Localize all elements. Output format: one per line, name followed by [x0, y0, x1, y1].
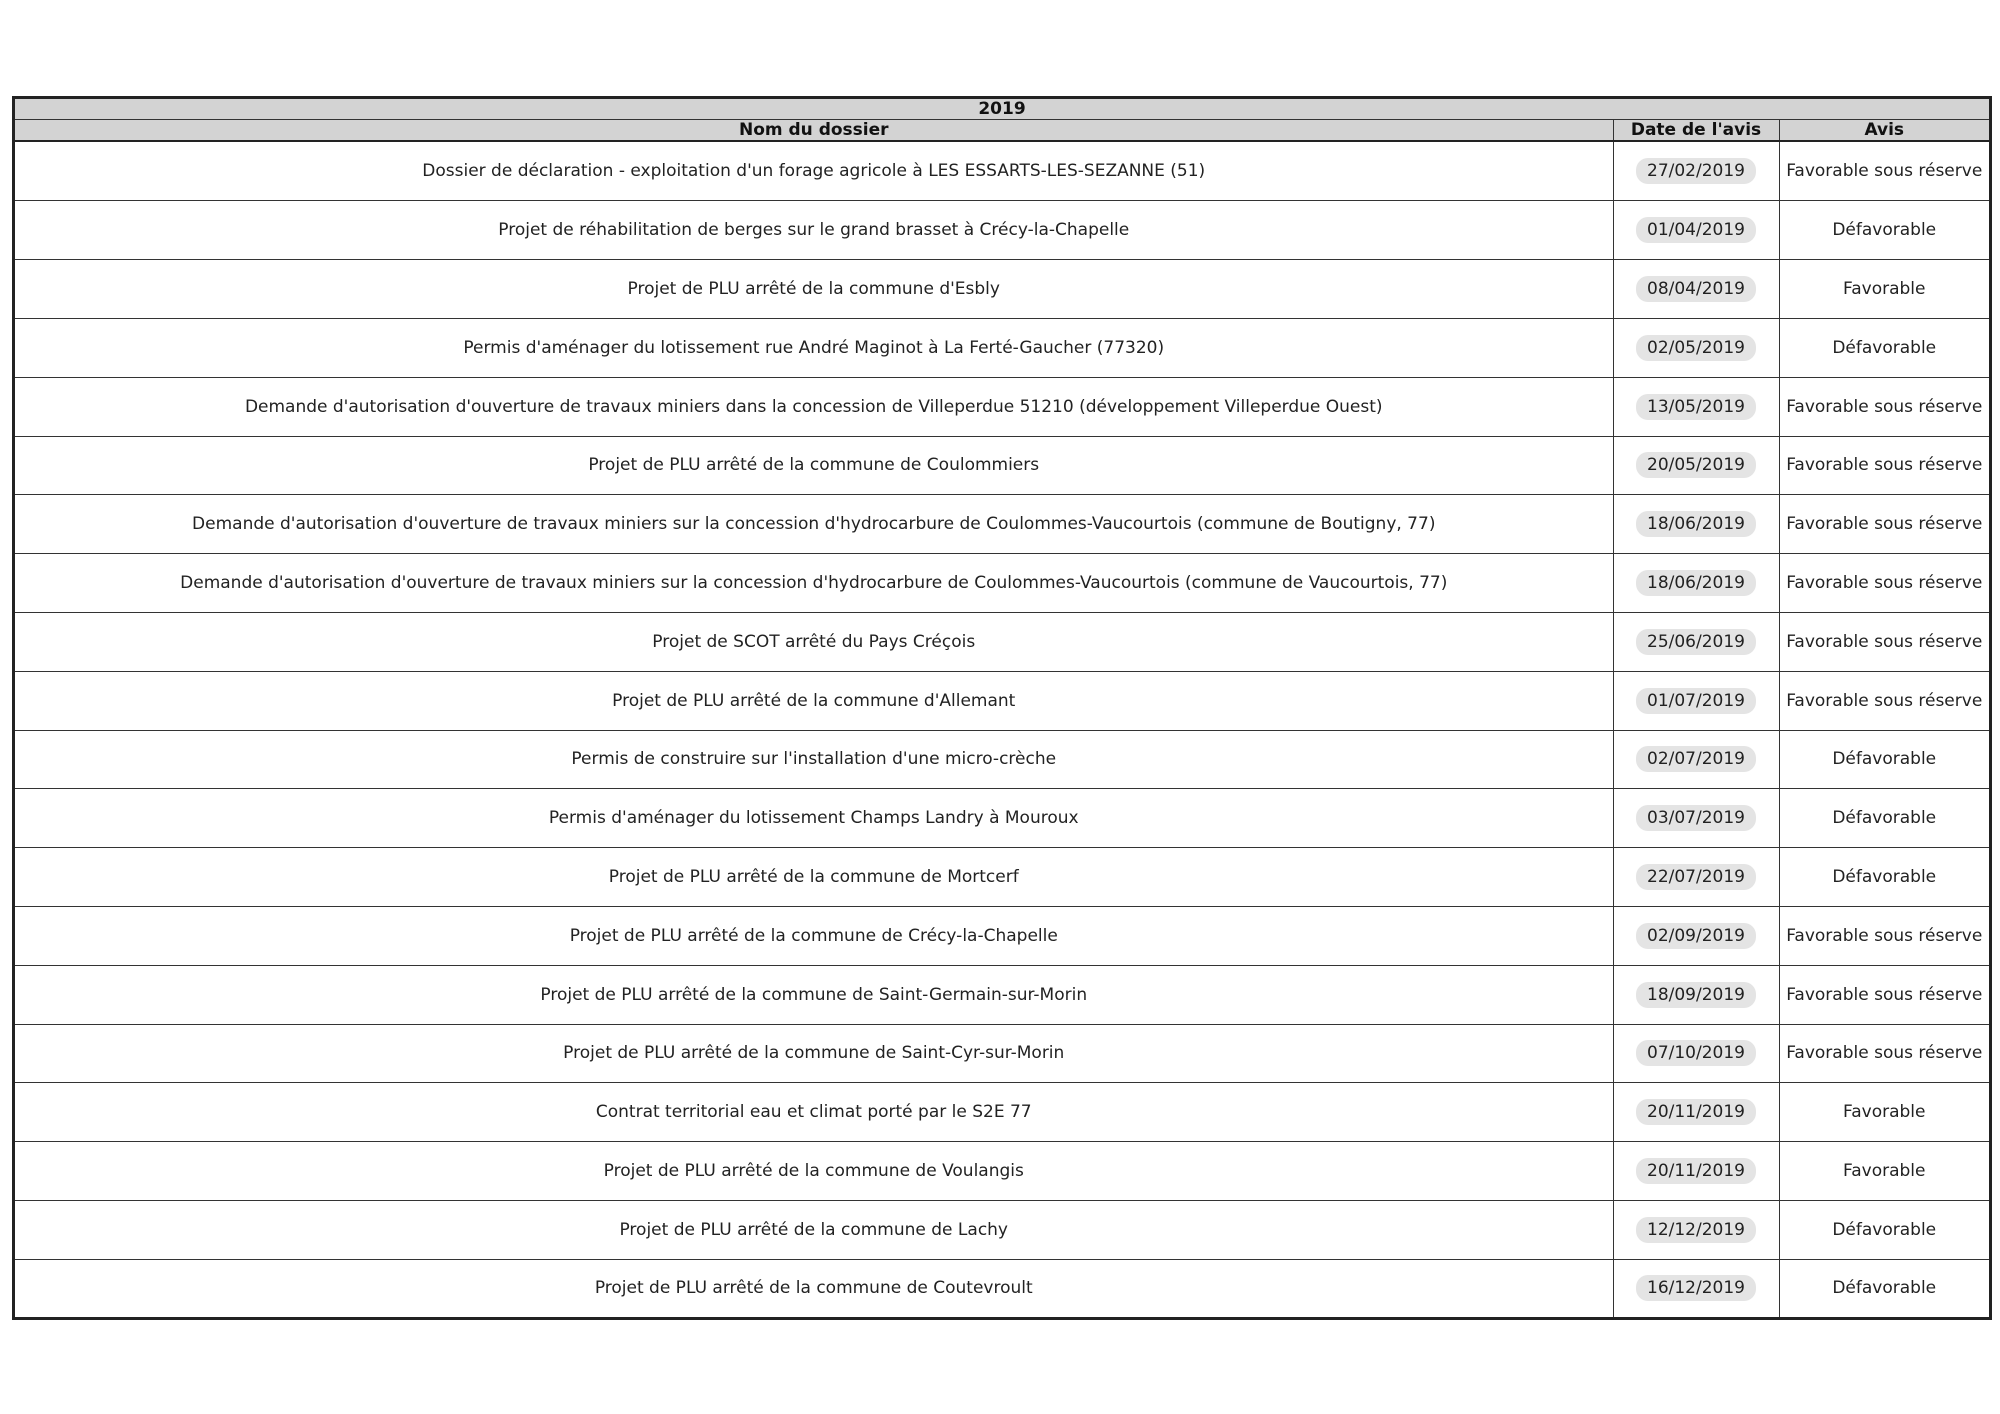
date-badge: 20/11/2019: [1636, 1158, 1756, 1184]
date-badge: 01/04/2019: [1636, 217, 1756, 243]
avis-table-container: [12, 96, 1992, 1320]
cell-avis: Favorable: [1779, 1083, 1989, 1142]
column-header-nom: Nom du dossier: [15, 120, 1613, 142]
date-badge: 03/07/2019: [1636, 805, 1756, 831]
table-row: [15, 318, 1989, 377]
cell-date-avis: [1613, 1142, 1779, 1201]
table-row: [15, 906, 1989, 965]
cell-nom-dossier: Projet de PLU arrêté de la commune de Coutevroult: [15, 1259, 1613, 1317]
cell-date-avis: [1613, 377, 1779, 436]
table-row: [15, 612, 1989, 671]
cell-nom-dossier: Projet de PLU arrêté de la commune d'Esbly: [15, 260, 1613, 319]
date-badge: 07/10/2019: [1636, 1040, 1756, 1066]
cell-avis: Favorable: [1779, 1142, 1989, 1201]
cell-avis: Favorable sous réserve: [1779, 1024, 1989, 1083]
cell-avis: Favorable sous réserve: [1779, 141, 1989, 201]
table-row: [15, 730, 1989, 789]
cell-date-avis: [1613, 612, 1779, 671]
cell-date-avis: [1613, 260, 1779, 319]
cell-nom-dossier: Demande d'autorisation d'ouverture de travaux miniers dans la concession de Villeperdue 51210 (développement Villeperdue Ouest): [15, 377, 1613, 436]
avis-table: [15, 99, 1989, 1317]
cell-avis: Favorable sous réserve: [1779, 965, 1989, 1024]
cell-avis: Défavorable: [1779, 848, 1989, 907]
cell-avis: Favorable sous réserve: [1779, 554, 1989, 613]
table-row: [15, 201, 1989, 260]
table-body: [15, 141, 1989, 1317]
column-header-date: Date de l'avis: [1613, 120, 1779, 142]
cell-date-avis: [1613, 554, 1779, 613]
cell-avis: Défavorable: [1779, 318, 1989, 377]
cell-avis: Favorable sous réserve: [1779, 671, 1989, 730]
date-badge: 08/04/2019: [1636, 276, 1756, 302]
table-row: [15, 377, 1989, 436]
cell-date-avis: [1613, 848, 1779, 907]
table-row: [15, 671, 1989, 730]
cell-nom-dossier: Permis de construire sur l'installation d'une micro-crèche: [15, 730, 1613, 789]
table-row: [15, 1024, 1989, 1083]
cell-avis: Favorable: [1779, 260, 1989, 319]
cell-nom-dossier: Contrat territorial eau et climat porté par le S2E 77: [15, 1083, 1613, 1142]
table-row: [15, 1083, 1989, 1142]
table-row: [15, 436, 1989, 495]
cell-nom-dossier: Projet de réhabilitation de berges sur le grand brasset à Crécy-la-Chapelle: [15, 201, 1613, 260]
date-badge: 02/05/2019: [1636, 335, 1756, 361]
cell-date-avis: [1613, 906, 1779, 965]
date-badge: 02/09/2019: [1636, 923, 1756, 949]
cell-avis: Favorable sous réserve: [1779, 612, 1989, 671]
table-row: [15, 848, 1989, 907]
cell-nom-dossier: Projet de PLU arrêté de la commune de Lachy: [15, 1200, 1613, 1259]
cell-avis: Défavorable: [1779, 789, 1989, 848]
date-badge: 20/11/2019: [1636, 1099, 1756, 1125]
cell-nom-dossier: Projet de PLU arrêté de la commune de Saint-Cyr-sur-Morin: [15, 1024, 1613, 1083]
cell-nom-dossier: Permis d'aménager du lotissement Champs Landry à Mouroux: [15, 789, 1613, 848]
cell-date-avis: [1613, 141, 1779, 201]
date-badge: 13/05/2019: [1636, 394, 1756, 420]
date-badge: 18/06/2019: [1636, 570, 1756, 596]
cell-avis: Défavorable: [1779, 730, 1989, 789]
cell-date-avis: [1613, 201, 1779, 260]
cell-date-avis: [1613, 1200, 1779, 1259]
table-row: [15, 965, 1989, 1024]
date-badge: 16/12/2019: [1636, 1275, 1756, 1301]
table-row: [15, 260, 1989, 319]
cell-date-avis: [1613, 318, 1779, 377]
cell-avis: Défavorable: [1779, 1200, 1989, 1259]
cell-nom-dossier: Projet de SCOT arrêté du Pays Créçois: [15, 612, 1613, 671]
cell-nom-dossier: Projet de PLU arrêté de la commune de Coulommiers: [15, 436, 1613, 495]
cell-date-avis: [1613, 1259, 1779, 1317]
cell-date-avis: [1613, 789, 1779, 848]
cell-nom-dossier: Projet de PLU arrêté de la commune de Crécy-la-Chapelle: [15, 906, 1613, 965]
column-header-avis: Avis: [1779, 120, 1989, 142]
cell-nom-dossier: Projet de PLU arrêté de la commune de Mortcerf: [15, 848, 1613, 907]
date-badge: 20/05/2019: [1636, 452, 1756, 478]
date-badge: 18/09/2019: [1636, 982, 1756, 1008]
cell-nom-dossier: Demande d'autorisation d'ouverture de travaux miniers sur la concession d'hydrocarbure de Coulommes-Vaucourtois (commune de Boutigny, 77): [15, 495, 1613, 554]
date-badge: 22/07/2019: [1636, 864, 1756, 890]
cell-date-avis: [1613, 495, 1779, 554]
date-badge: 02/07/2019: [1636, 746, 1756, 772]
date-badge: 18/06/2019: [1636, 511, 1756, 537]
cell-date-avis: [1613, 1083, 1779, 1142]
cell-avis: Favorable sous réserve: [1779, 495, 1989, 554]
cell-avis: Favorable sous réserve: [1779, 436, 1989, 495]
year-header: 2019: [15, 99, 1989, 120]
table-row: [15, 1142, 1989, 1201]
cell-avis: Défavorable: [1779, 201, 1989, 260]
table-row: [15, 141, 1989, 201]
cell-date-avis: [1613, 436, 1779, 495]
cell-avis: Favorable sous réserve: [1779, 377, 1989, 436]
date-badge: 25/06/2019: [1636, 629, 1756, 655]
cell-date-avis: [1613, 730, 1779, 789]
table-row: [15, 1200, 1989, 1259]
cell-avis: Défavorable: [1779, 1259, 1989, 1317]
cell-date-avis: [1613, 671, 1779, 730]
date-badge: 12/12/2019: [1636, 1217, 1756, 1243]
cell-nom-dossier: Permis d'aménager du lotissement rue André Maginot à La Ferté-Gaucher (77320): [15, 318, 1613, 377]
column-header-row: [15, 120, 1989, 142]
cell-avis: Favorable sous réserve: [1779, 906, 1989, 965]
table-row: [15, 789, 1989, 848]
date-badge: 27/02/2019: [1636, 158, 1756, 184]
table-row: [15, 554, 1989, 613]
cell-nom-dossier: Dossier de déclaration - exploitation d'un forage agricole à LES ESSARTS-LES-SEZANNE (51): [15, 141, 1613, 201]
table-row: [15, 495, 1989, 554]
cell-date-avis: [1613, 965, 1779, 1024]
cell-date-avis: [1613, 1024, 1779, 1083]
year-header-row: [15, 99, 1989, 120]
cell-nom-dossier: Demande d'autorisation d'ouverture de travaux miniers sur la concession d'hydrocarbure de Coulommes-Vaucourtois (commune de Vaucourtois, 77): [15, 554, 1613, 613]
cell-nom-dossier: Projet de PLU arrêté de la commune de Voulangis: [15, 1142, 1613, 1201]
table-row: [15, 1259, 1989, 1317]
cell-nom-dossier: Projet de PLU arrêté de la commune de Saint-Germain-sur-Morin: [15, 965, 1613, 1024]
cell-nom-dossier: Projet de PLU arrêté de la commune d'Allemant: [15, 671, 1613, 730]
date-badge: 01/07/2019: [1636, 688, 1756, 714]
